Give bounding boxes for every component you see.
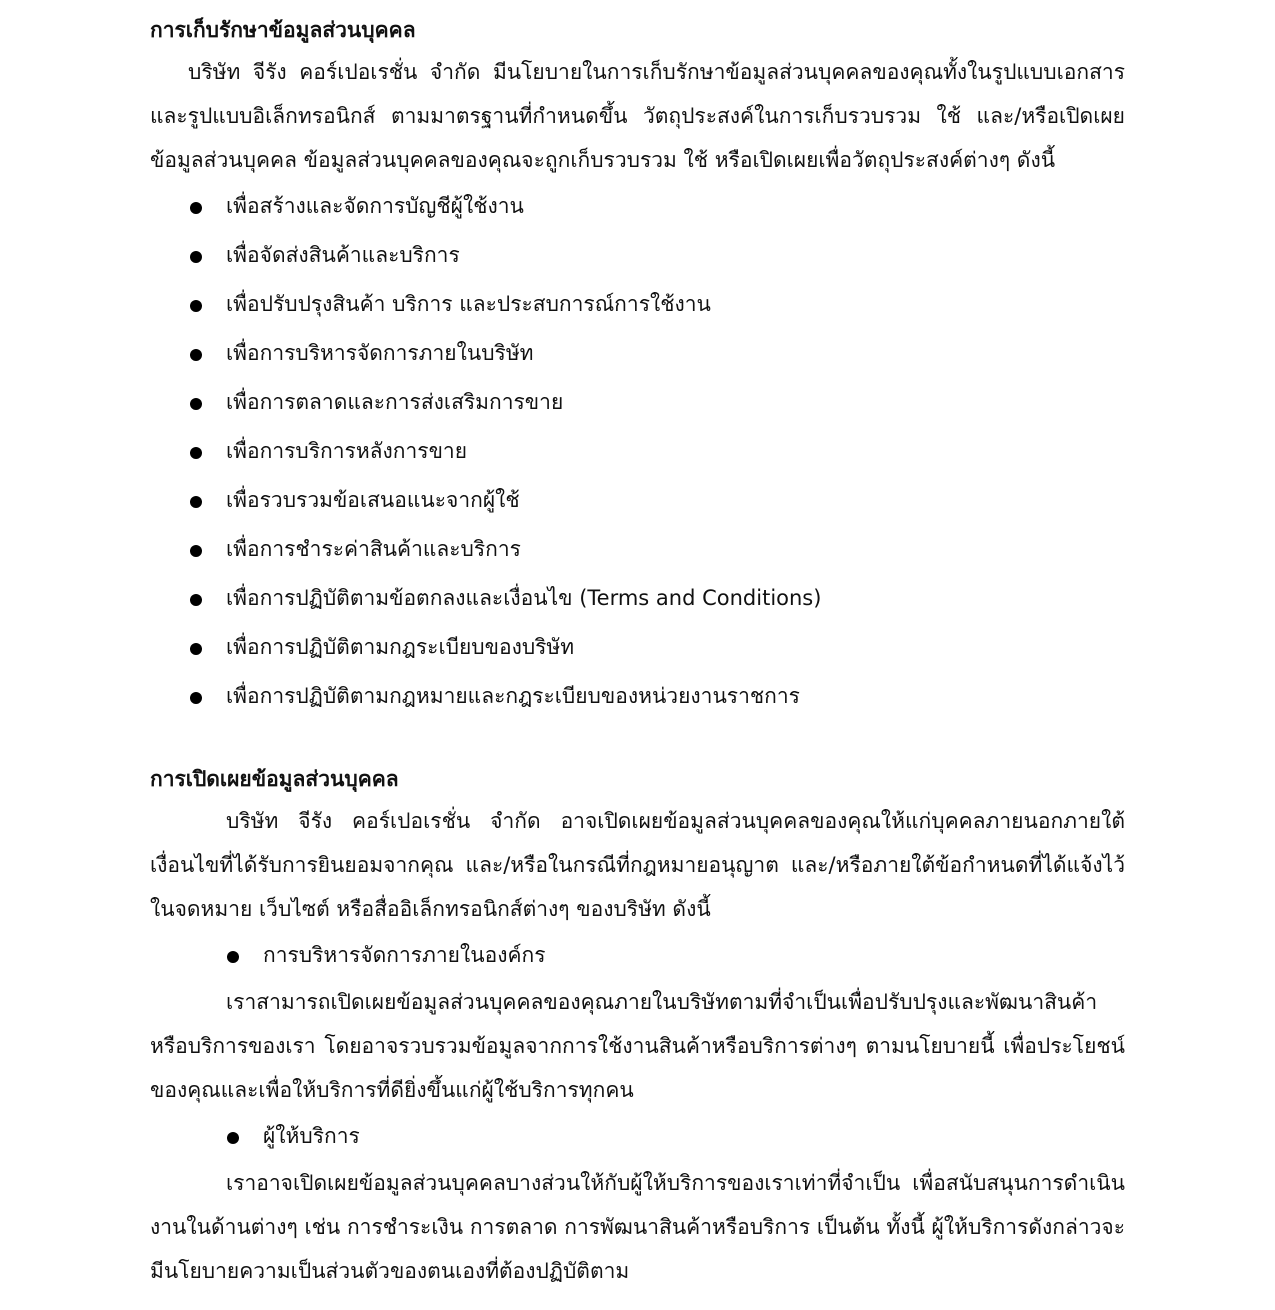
list-item — [150, 672, 1125, 721]
list-item — [150, 525, 1125, 574]
bullet-icon — [190, 202, 202, 214]
list-item-text: เพื่อรวบรวมข้อเสนอแนะจากผู้ใช้ — [226, 488, 520, 512]
section-heading: การเปิดเผยข้อมูลส่วนบุคคล — [150, 767, 399, 791]
purpose-list — [150, 182, 1125, 721]
section-data-retention — [150, 10, 1125, 721]
subheading-service-providers: ผู้ให้บริการ — [263, 1124, 360, 1148]
list-item-text: เพื่อการตลาดและการส่งเสริมการขาย — [226, 390, 564, 414]
disclosure-subheading-list — [150, 931, 1125, 980]
list-item-text: เพื่อการชำระค่าสินค้าและบริการ — [226, 537, 521, 561]
list-item — [150, 329, 1125, 378]
list-item — [150, 231, 1125, 280]
section-intro-paragraph: บริษัท จีรัง คอร์เปอเรชั่น จำกัด มีนโยบายในการเก็บรักษาข้อมูลส่วนบุคคลของคุณทั้งในรูปแบบเอกสาร และรูปแบบอิเล็กทรอนิกส์ ตามมาตรฐานที่กำหนดขึ้น วัตถุประสงค์ในการเก็บรวบรวม ใช้ และ/หรือเปิดเผยข้อมูลส่วนบุคคล ข้อมูลส่วนบุคคลของคุณจะถูกเก็บรวบรวม ใช้ หรือเปิดเผยเพื่อวัตถุประสงค์ต่างๆ ดังนี้ — [150, 60, 1125, 172]
list-item — [150, 476, 1125, 525]
list-item-text: เพื่อการบริการหลังการขาย — [226, 439, 468, 463]
list-item — [150, 623, 1125, 672]
list-item-text: เพื่อจัดส่งสินค้าและบริการ — [226, 243, 460, 267]
list-item-text: เพื่อสร้างและจัดการบัญชีผู้ใช้งาน — [226, 194, 524, 218]
list-item-text: เพื่อการปฏิบัติตามข้อตกลงและเงื่อนไข (Terms and Conditions) — [226, 586, 822, 610]
bullet-icon — [190, 496, 202, 508]
list-item — [150, 378, 1125, 427]
list-item-text: เพื่อการปฏิบัติตามกฎหมายและกฎระเบียบของหน่วยงานราชการ — [226, 684, 800, 708]
list-item-text: เพื่อปรับปรุงสินค้า บริการ และประสบการณ์การใช้งาน — [226, 292, 711, 316]
bullet-icon — [190, 251, 202, 263]
list-item — [150, 280, 1125, 329]
bullet-icon — [190, 300, 202, 312]
bullet-icon — [227, 1132, 239, 1144]
service-providers-paragraph: เราอาจเปิดเผยข้อมูลส่วนบุคคลบางส่วนให้กับผู้ให้บริการของเราเท่าที่จำเป็น เพื่อสนับสนุนการดำเนินงานในด้านต่างๆ เช่น การชำระเงิน การตลาด การพัฒนาสินค้าหรือบริการ เป็นต้น ทั้งนี้ ผู้ให้บริการดังกล่าวจะมีนโยบายความเป็นส่วนตัวของตนเองที่ต้องปฏิบัติตาม — [150, 1171, 1125, 1283]
bullet-icon — [190, 692, 202, 704]
section-heading: การเก็บรักษาข้อมูลส่วนบุคคล — [150, 18, 416, 42]
subheading-internal-management: การบริหารจัดการภายในองค์กร — [263, 943, 546, 967]
policy-document — [150, 10, 1125, 1293]
disclosure-subheading-list — [150, 1112, 1125, 1161]
section-data-disclosure — [150, 759, 1125, 1293]
section-spacer — [150, 721, 1125, 759]
list-item — [150, 574, 1125, 623]
section-intro-paragraph: บริษัท จีรัง คอร์เปอเรชั่น จำกัด อาจเปิดเผยข้อมูลส่วนบุคคลของคุณให้แก่บุคคลภายนอกภายใต้เงื่อนไขที่ได้รับการยินยอมจากคุณ และ/หรือในกรณีที่กฎหมายอนุญาต และ/หรือภายใต้ข้อกำหนดที่ได้แจ้งไว้ในจดหมาย เว็บไซต์ หรือสื่ออิเล็กทรอนิกส์ต่างๆ ของบริษัท ดังนี้ — [150, 809, 1125, 921]
list-item — [150, 427, 1125, 476]
list-item — [150, 1112, 1125, 1161]
list-item-text: เพื่อการบริหารจัดการภายในบริษัท — [226, 341, 534, 365]
bullet-icon — [190, 594, 202, 606]
internal-management-paragraph: เราสามารถเปิดเผยข้อมูลส่วนบุคคลของคุณภายในบริษัทตามที่จำเป็นเพื่อปรับปรุงและพัฒนาสินค้าหรือบริการของเรา โดยอาจรวบรวมข้อมูลจากการใช้งานสินค้าหรือบริการต่างๆ ตามนโยบายนี้ เพื่อประโยชน์ของคุณและเพื่อให้บริการที่ดียิ่งขึ้นแก่ผู้ใช้บริการทุกคน — [150, 990, 1125, 1102]
list-item — [150, 931, 1125, 980]
list-item — [150, 182, 1125, 231]
bullet-icon — [190, 447, 202, 459]
bullet-icon — [227, 951, 239, 963]
bullet-icon — [190, 545, 202, 557]
bullet-icon — [190, 349, 202, 361]
list-item-text: เพื่อการปฏิบัติตามกฎระเบียบของบริษัท — [226, 635, 575, 659]
bullet-icon — [190, 398, 202, 410]
bullet-icon — [190, 643, 202, 655]
